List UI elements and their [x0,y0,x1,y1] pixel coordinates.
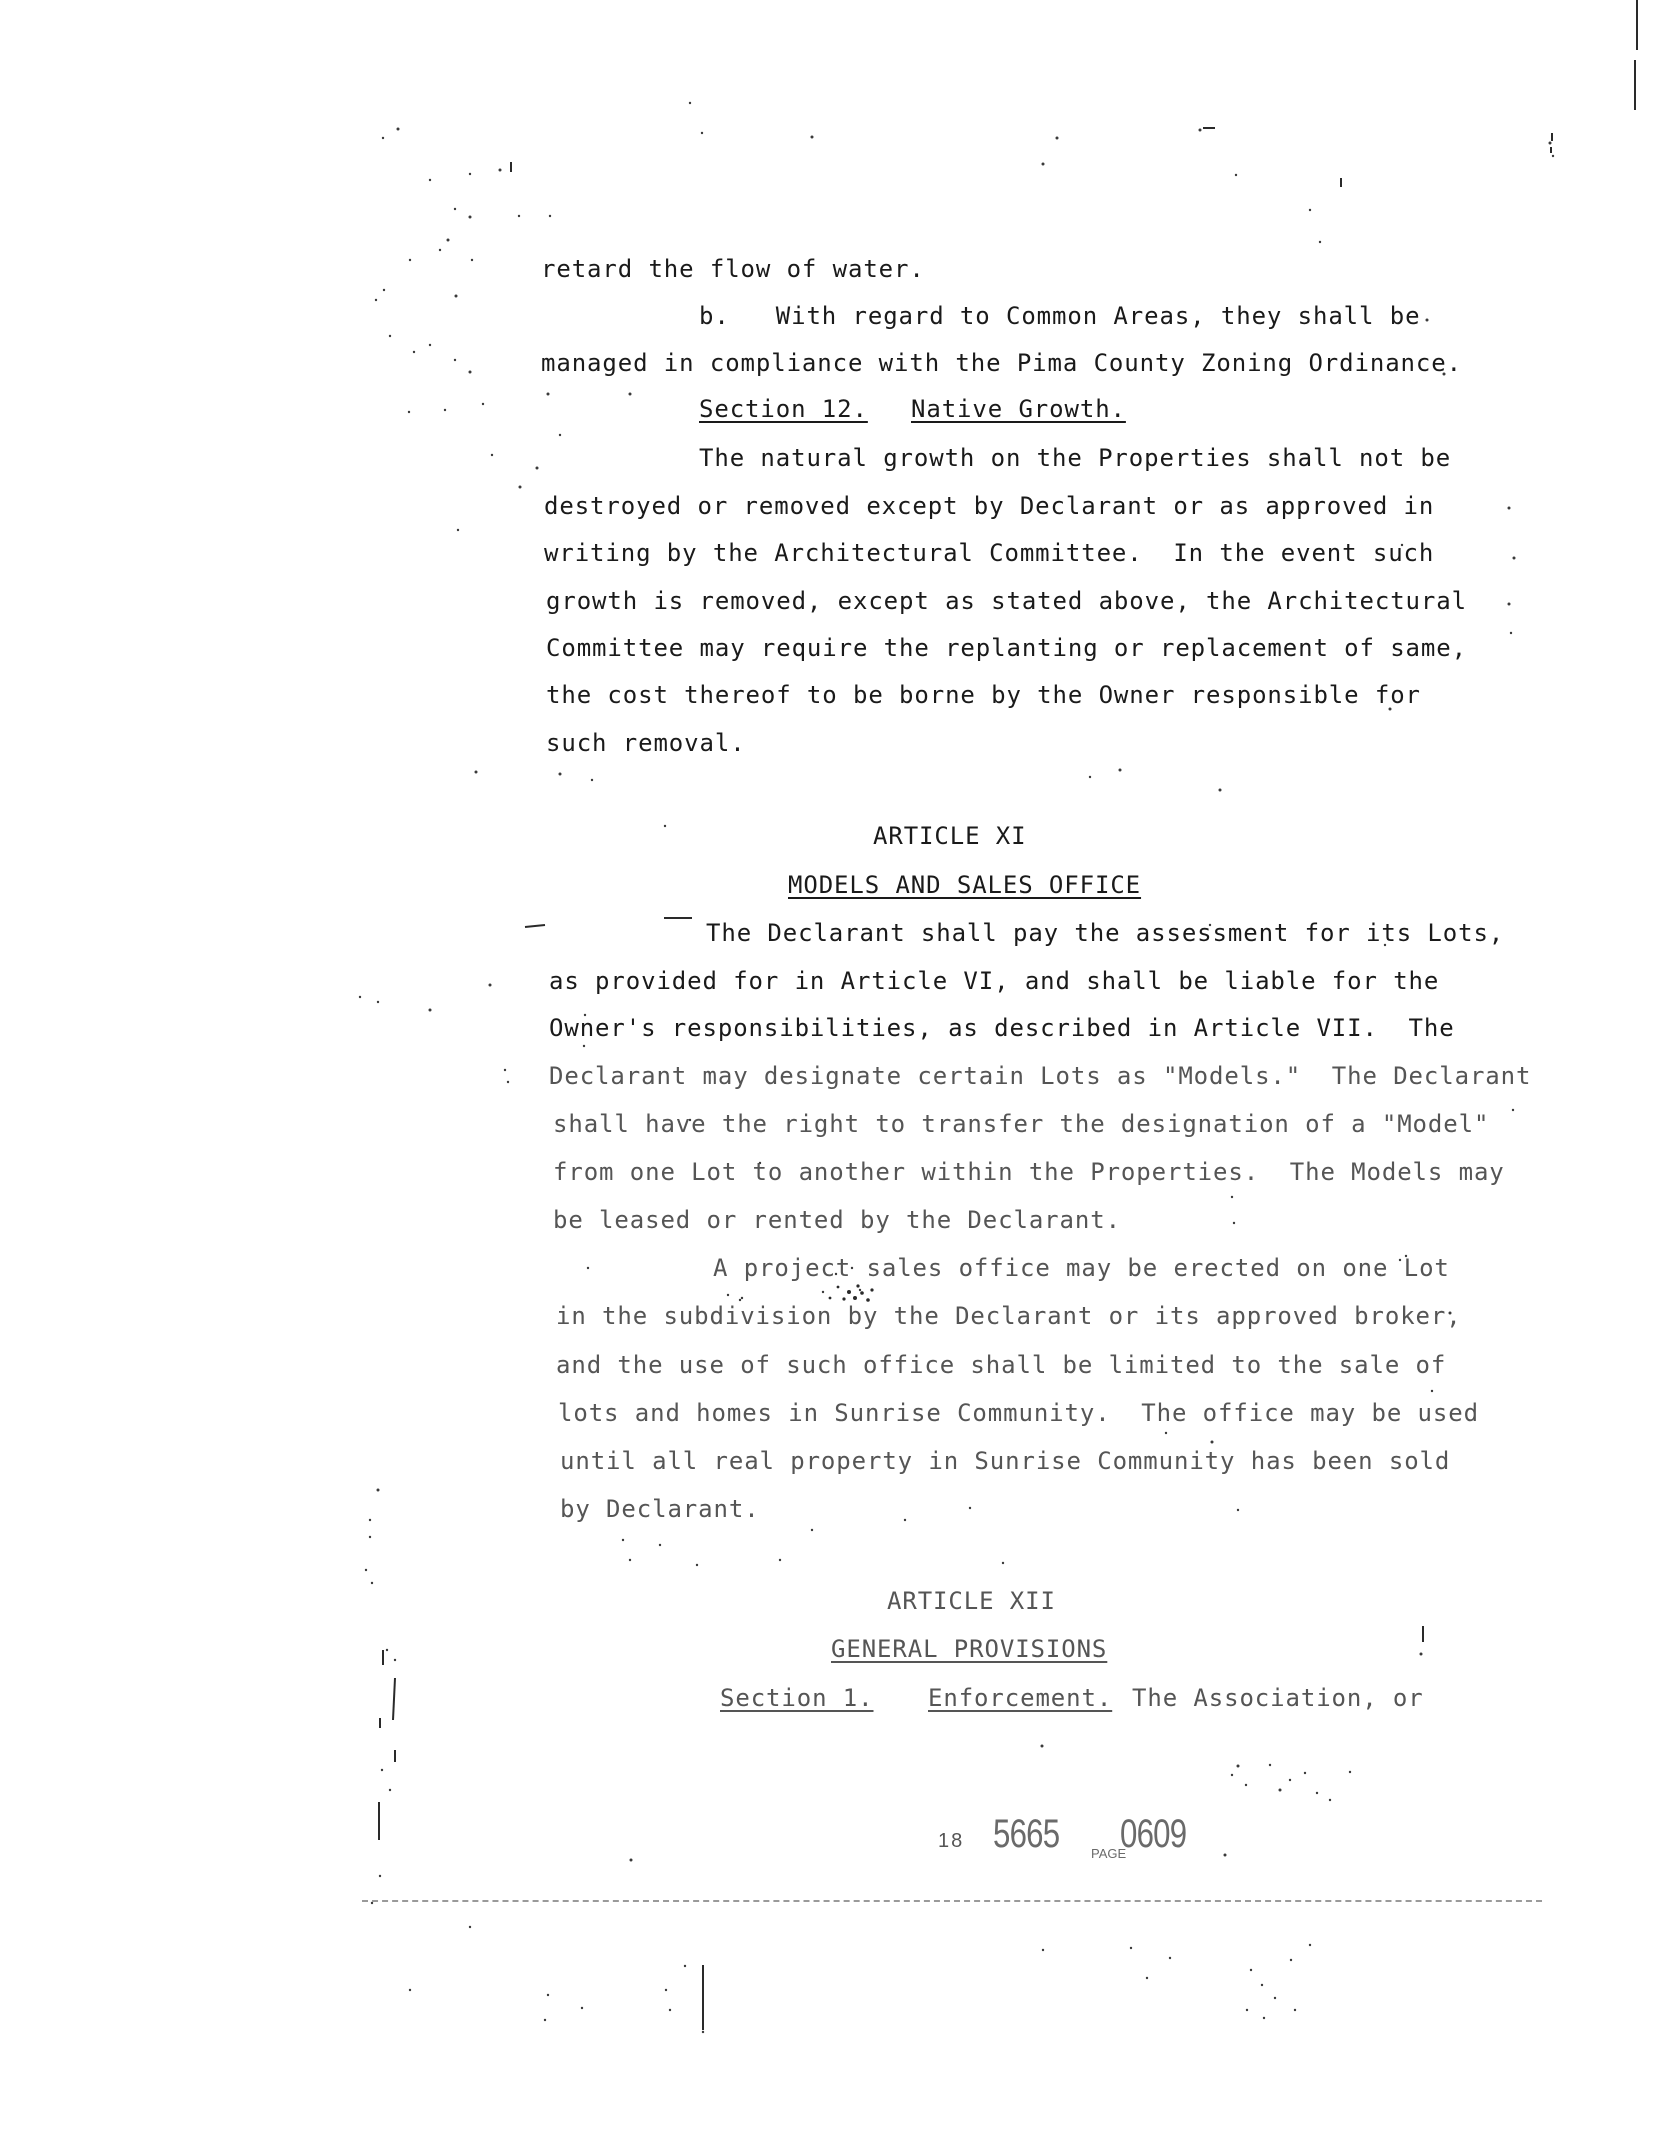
line-destroyed: destroyed or removed except by Declarant or as approved in [544,492,1435,520]
line-growth-removed: growth is removed, except as stated above, the Architectural [546,587,1467,615]
line-cost: the cost thereof to be borne by the Owner responsible for [546,681,1421,709]
article-xi-line-13: by Declarant. [560,1495,760,1523]
section-12-title: Native Growth. [911,395,1126,423]
article-xii-section-label: Section 1. [720,1684,874,1712]
article-xi-heading: ARTICLE XI [873,822,1027,850]
article-xi-line-8: A project sales office may be erected on one Lot [713,1254,1450,1282]
line-retard: retard the flow of water. [541,255,925,283]
book-number-stamp: 5665 [993,1812,1060,1856]
article-xi-line-7: be leased or rented by the Declarant. [553,1206,1121,1234]
article-xi-line-12: until all real property in Sunrise Community has been sold [560,1447,1451,1475]
article-xi-line-2: as provided for in Article VI, and shall be liable for the [549,967,1440,995]
article-xii-section-text: The Association, or [1132,1684,1424,1712]
line-natural-growth: The natural growth on the Properties shall not be [699,444,1452,472]
line-common-areas: b. With regard to Common Areas, they shall be [699,302,1421,330]
section-12-label: Section 12. [699,395,868,423]
article-xi-line-4: Declarant may designate certain Lots as "Models." The Declarant [549,1062,1532,1090]
article-xi-line-9: in the subdivision by the Declarant or its approved broker, [556,1302,1462,1330]
line-committee: Committee may require the replanting or replacement of same, [546,634,1467,662]
article-xi-line-6: from one Lot to another within the Properties. The Models may [553,1158,1505,1186]
article-xi-line-1: The Declarant shall pay the assessment for its Lots, [706,919,1505,947]
article-xi-line-3: Owner's responsibilities, as described in Article VII. The [549,1014,1455,1042]
page-bottom-rule [362,1900,1542,1902]
line-such-removal: such removal. [546,729,746,757]
article-xi-line-11: lots and homes in Sunrise Community. The office may be used [558,1399,1479,1427]
article-xii-section-title: Enforcement. [928,1684,1113,1712]
line-managed: managed in compliance with the Pima County Zoning Ordinance. [541,349,1462,377]
page-number: 18 [938,1830,965,1852]
line-writing: writing by the Architectural Committee. In the event such [544,539,1435,567]
recorder-page-stamp: 0609 [1120,1812,1187,1856]
article-xi-line-5: shall have the right to transfer the designation of a "Model" [553,1110,1490,1138]
page-label-stamp: PAGE [1091,1846,1127,1861]
article-xii-title: GENERAL PROVISIONS [831,1635,1108,1663]
article-xi-title: MODELS AND SALES OFFICE [788,871,1142,899]
article-xii-heading: ARTICLE XII [887,1587,1056,1615]
article-xi-line-10: and the use of such office shall be limited to the sale of [556,1351,1447,1379]
